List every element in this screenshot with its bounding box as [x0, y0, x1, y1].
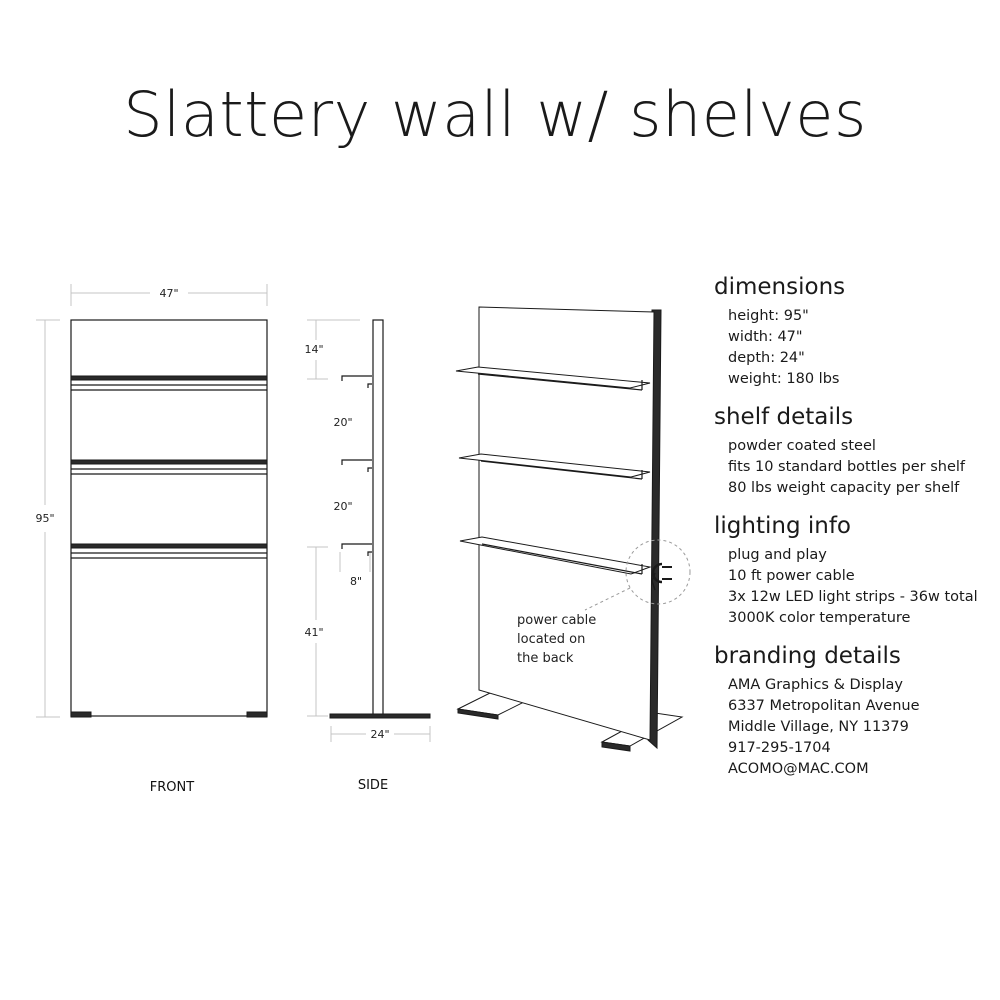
spec-item: 3000K color temperature	[728, 610, 911, 626]
front-view-label: FRONT	[149, 780, 195, 795]
spec-item: 3x 12w LED light strips - 36w total	[728, 589, 978, 605]
front-height-label: 95"	[35, 512, 55, 525]
spec-item: depth: 24"	[728, 350, 805, 366]
spec-panel	[714, 272, 1000, 792]
spec-item: 6337 Metropolitan Avenue	[728, 698, 920, 714]
spec-heading: shelf details	[714, 404, 854, 430]
spec-item: width: 47"	[728, 329, 803, 345]
spec-heading: branding details	[714, 643, 901, 669]
side-bottom-label: 41"	[304, 626, 324, 639]
side-top-label: 14"	[304, 343, 324, 356]
spec-item: plug and play	[728, 547, 827, 563]
spec-item: ACOMO@MAC.COM	[728, 761, 869, 777]
side-gap-label: 20"	[333, 500, 353, 513]
side-base-label: 24"	[370, 728, 390, 741]
spec-item: Middle Village, NY 11379	[728, 719, 909, 735]
front-shelf	[71, 376, 267, 390]
cable-note-line: the back	[517, 651, 574, 666]
cable-note-line: located on	[517, 632, 586, 647]
spec-item: 80 lbs weight capacity per shelf	[728, 480, 960, 496]
side-shelf-bracket	[342, 460, 372, 472]
spec-item: weight: 180 lbs	[728, 371, 840, 387]
side-shelf-bracket	[342, 376, 372, 388]
page-title: Slattery wall w/ shelves	[123, 78, 867, 151]
spec-item: powder coated steel	[728, 438, 876, 454]
spec-heading: dimensions	[714, 274, 846, 300]
side-shelf-bracket	[342, 544, 372, 556]
front-foot	[71, 712, 91, 717]
front-shelf	[71, 544, 267, 558]
front-foot	[247, 712, 267, 717]
side-upright	[373, 320, 383, 716]
spec-section-lighting-info	[714, 511, 1000, 629]
spec-item: 10 ft power cable	[728, 568, 855, 584]
spec-item: height: 95"	[728, 308, 809, 324]
side-shelf-depth-label: 8"	[349, 575, 363, 588]
front-width-label: 47"	[159, 287, 179, 300]
spec-section-dimensions	[714, 272, 1000, 390]
spec-section-branding-details	[714, 641, 1000, 780]
side-gap-label: 20"	[333, 416, 353, 429]
front-shelf	[71, 460, 267, 474]
spec-item: 917-295-1704	[728, 740, 831, 756]
spec-section-shelf-details	[714, 402, 1000, 499]
front-view	[35, 284, 267, 795]
cable-note-line: power cable	[517, 613, 597, 628]
side-base	[330, 714, 430, 718]
spec-item: AMA Graphics & Display	[728, 677, 903, 693]
spec-heading: lighting info	[714, 513, 851, 539]
side-view-label: SIDE	[357, 778, 389, 793]
perspective-view	[456, 307, 690, 751]
side-view	[304, 320, 430, 793]
spec-item: fits 10 standard bottles per shelf	[728, 459, 966, 475]
